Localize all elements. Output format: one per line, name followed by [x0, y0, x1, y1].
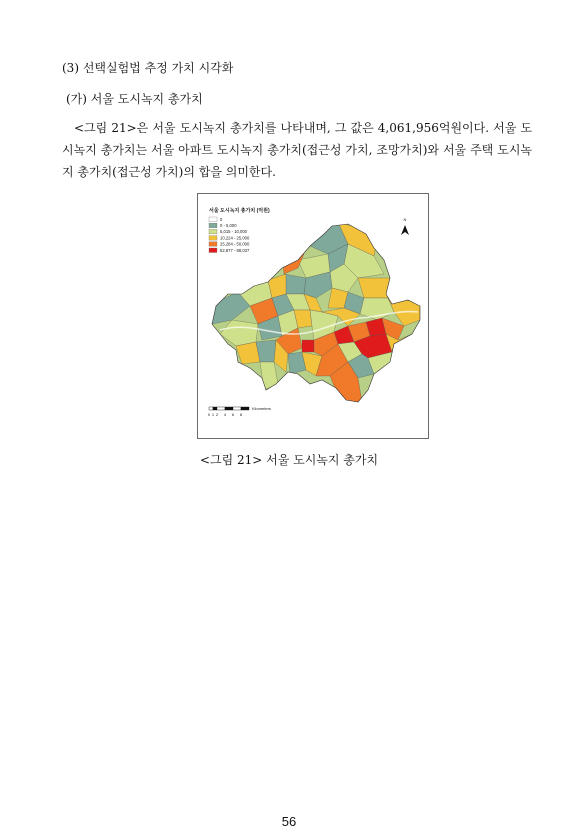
legend-swatch	[209, 248, 217, 253]
legend-label: 0 - 5,000	[220, 223, 237, 228]
legend-swatch	[209, 223, 217, 228]
subsection-heading: (가) 서울 도시녹지 총가치	[66, 92, 203, 106]
legend-label: 25,284 - 50,000	[220, 241, 250, 247]
page-number: 56	[281, 814, 297, 829]
body-paragraph: <그림 21>은 서울 도시녹지 총가치를 나타내며, 그 값은 4,061,956억원이다. 서울 도시녹지 총가치는 서울 아파트 도시녹지 총가치(접근성 가치, 조망가치)와 서울 주택 도시녹지 총가치(접근성 가치)의 합을 의미한다.	[62, 121, 532, 179]
scale-tick-label: 4	[223, 412, 227, 417]
legend-swatch	[209, 217, 217, 222]
legend-label: 0	[220, 216, 223, 222]
legend-swatch	[209, 242, 217, 247]
scale-tick-label: 2	[215, 412, 219, 417]
scale-tick-label: 8	[239, 412, 243, 417]
legend-label: 10,224 - 25,000	[220, 235, 250, 241]
scale-tick-label: 0	[207, 412, 211, 417]
legend-title: 서울 도시녹지 총가치 (억원)	[209, 208, 270, 214]
legend-label: 5,015 - 10,000	[220, 229, 248, 235]
legend-swatch	[209, 229, 217, 234]
legend	[209, 217, 250, 253]
scale-unit: Kilometers	[252, 406, 271, 411]
north-arrow-icon	[401, 217, 409, 235]
map-figure	[197, 193, 429, 439]
scale-bar	[208, 406, 271, 417]
legend-label: 52,877 - 88,037	[220, 247, 250, 253]
legend-swatch	[209, 236, 217, 241]
section-heading: (3) 선택실험법 추정 가치 시각화	[62, 61, 234, 75]
seoul-value-map	[198, 194, 428, 438]
figure-caption: <그림 21> 서울 도시녹지 총가치	[199, 453, 379, 467]
north-label: N	[403, 217, 407, 222]
scale-tick-label: 1	[211, 412, 215, 417]
scale-tick-label: 6	[231, 412, 235, 417]
